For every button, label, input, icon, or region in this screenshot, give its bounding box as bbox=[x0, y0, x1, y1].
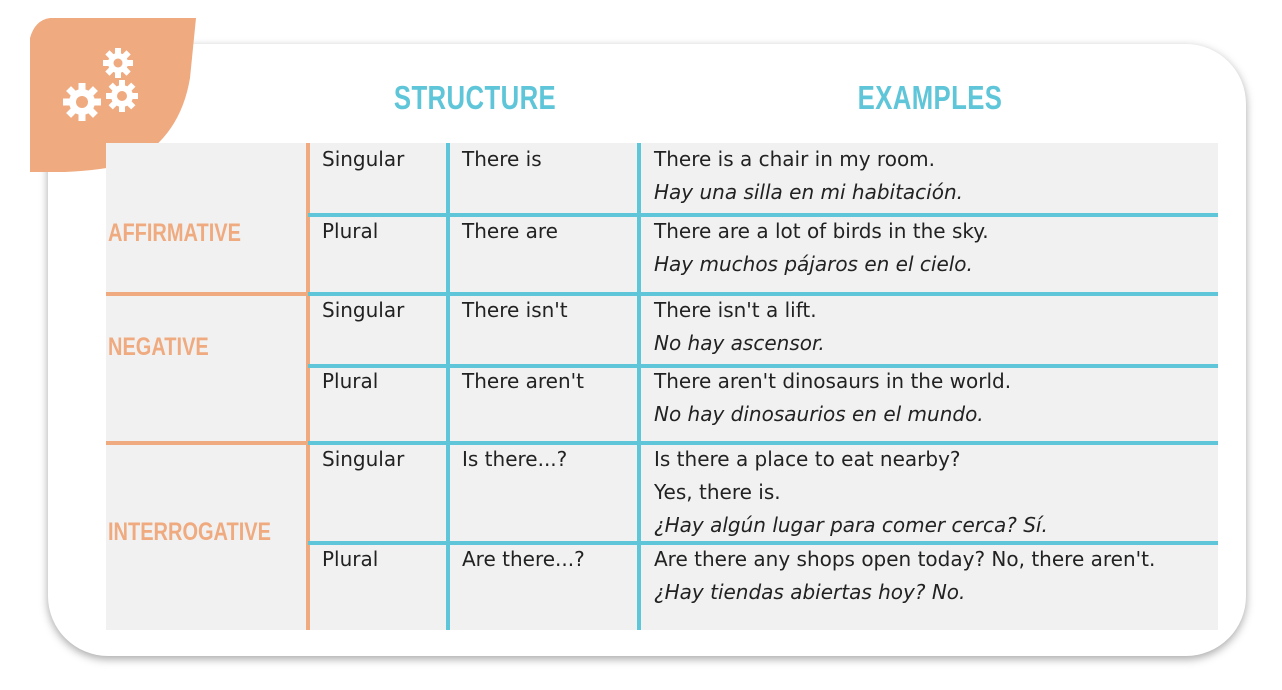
example-cell bbox=[654, 294, 1214, 360]
example-es: No hay dinosaurios en el mundo. bbox=[654, 402, 984, 426]
category-interrogative: INTERROGATIVE bbox=[108, 518, 271, 546]
example-es: Hay una silla en mi habitación. bbox=[654, 180, 963, 204]
example-en: There is a chair in my room. bbox=[654, 147, 936, 171]
structure-cell: There isn't bbox=[462, 298, 568, 322]
structure-cell: There is bbox=[462, 147, 542, 171]
structure-cell: There aren't bbox=[462, 369, 585, 393]
category-negative: NEGATIVE bbox=[108, 333, 209, 361]
example-en: There aren't dinosaurs in the world. bbox=[654, 369, 1012, 393]
number-cell: Singular bbox=[322, 298, 405, 322]
example-es: No hay ascensor. bbox=[654, 331, 825, 355]
structure-header: STRUCTURE bbox=[393, 79, 557, 116]
number-cell: Plural bbox=[322, 547, 379, 571]
structure-cell: Is there...? bbox=[462, 447, 568, 471]
example-en: There are a lot of birds in the sky. bbox=[654, 219, 989, 243]
number-cell: Plural bbox=[322, 219, 379, 243]
example-cell bbox=[654, 365, 1214, 431]
structure-cell: There are bbox=[462, 219, 558, 243]
example-cell bbox=[654, 543, 1214, 609]
example-en: Is there a place to eat nearby? bbox=[654, 447, 961, 471]
number-cell: Singular bbox=[322, 447, 405, 471]
example-en: Yes, there is. bbox=[654, 480, 781, 504]
examples-header: EXAMPLES bbox=[857, 79, 1003, 116]
number-cell: Singular bbox=[322, 147, 405, 171]
number-cell: Plural bbox=[322, 369, 379, 393]
example-cell bbox=[654, 143, 1214, 209]
example-en: Are there any shops open today? No, there aren't. bbox=[654, 547, 1156, 571]
example-cell bbox=[654, 443, 1214, 542]
example-en: There isn't a lift. bbox=[654, 298, 817, 322]
structure-cell: Are there...? bbox=[462, 547, 585, 571]
category-separator bbox=[106, 292, 306, 296]
example-es: ¿Hay algún lugar para comer cerca? Sí. bbox=[654, 513, 1048, 537]
category-affirmative: AFFIRMATIVE bbox=[108, 219, 241, 247]
example-cell bbox=[654, 215, 1214, 281]
example-es: ¿Hay tiendas abiertas hoy? No. bbox=[654, 580, 966, 604]
example-es: Hay muchos pájaros en el cielo. bbox=[654, 252, 973, 276]
category-separator bbox=[106, 441, 306, 445]
